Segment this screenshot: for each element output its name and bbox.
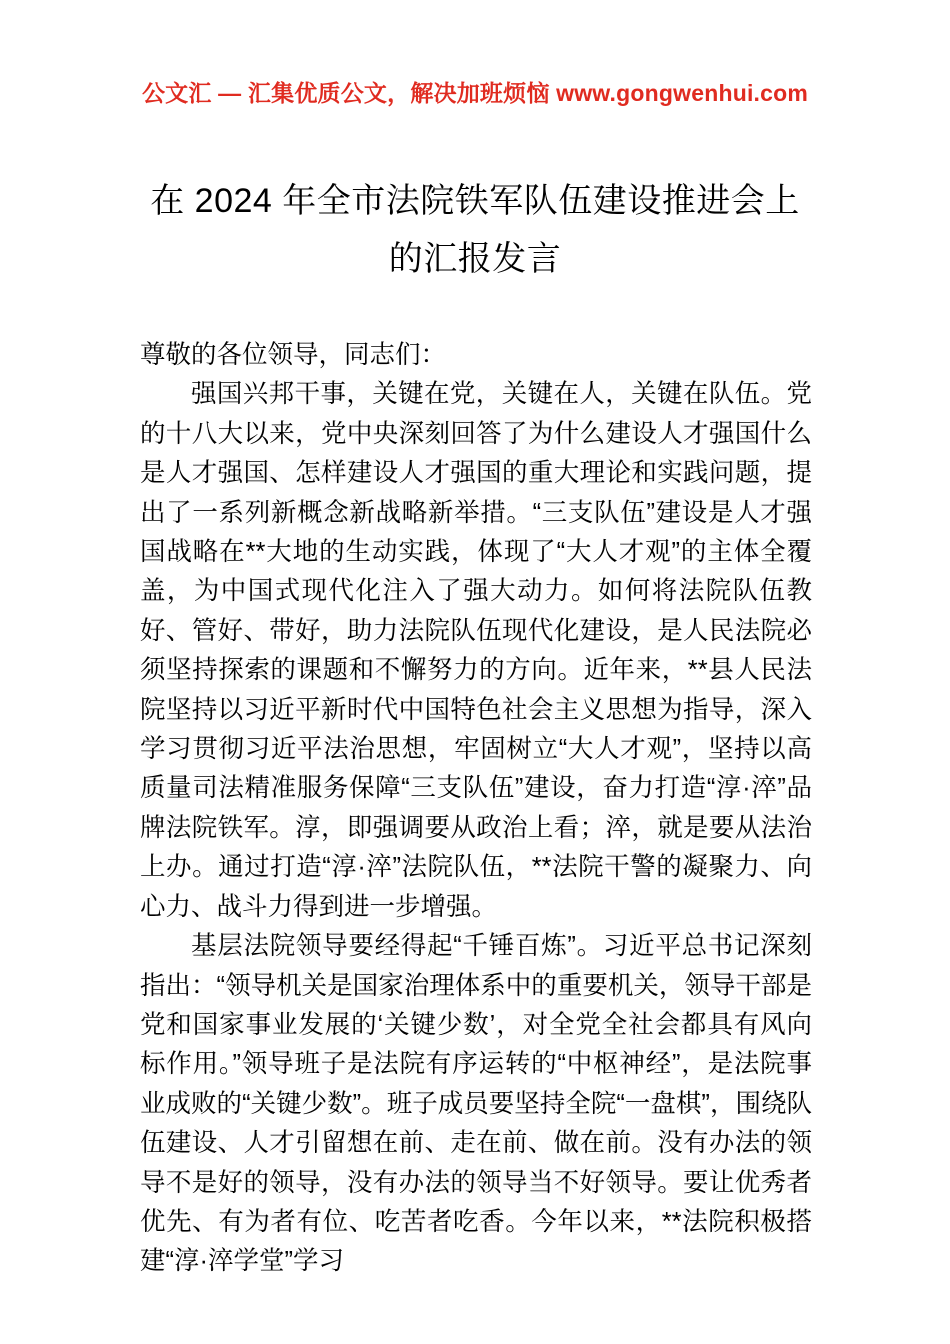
paragraph-2: 基层法院领导要经得起“千锤百炼”。习近平总书记深刻指出：“领导机关是国家治理体系中的重要机关，领导干部是党和国家事业发展的‘关键少数’，对全党全社会都具有风向标作用。”领导班子是法院有序运转的“中枢神经”，是法院事业成败的“关键少数”。班子成员要坚持全院“一盘棋”，围绕队伍建设、人才引留想在前、走在前、做在前。没有办法的领导不是好的领导，没有办法的领导当不好领导。要让优秀者优先、有为者有位、吃苦者吃香。今年以来，**法院积极搭建“淳·淬学堂”学习 xyxy=(140,932,812,1276)
page-title-line-2: 的汇报发言 xyxy=(388,240,562,278)
paragraph-1: 强国兴邦干事，关键在党，关键在人，关键在队伍。党的十八大以来，党中央深刻回答了为什么建设人才强国什么是人才强国、怎样建设人才强国的重大理论和实践问题，提出了一系列新概念新战略新举措。“三支队伍”建设是人才强国战略在**大地的生动实践，体现了“大人才观”的主体全覆盖，为中国式现代化注入了强大动力。如何将法院队伍教好、管好、带好，助力法院队伍现代化建设，是人民法院必须坚持探索的课题和不懈努力的方向。近年来，**县人民法院坚持以习近平新时代中国特色社会主义思想为指导，深入学习贯彻习近平法治思想，牢固树立“大人才观”，坚持以高质量司法精准服务保障“三支队伍”建设，奋力打造“淳·淬”品牌法院铁军。淳，即强调要从政治上看；淬，就是要从法治上办。通过打造“淳·淬”法院队伍，**法院干警的凝聚力、向心力、战斗力得到进一步增强。 xyxy=(140,380,812,921)
page-title xyxy=(125,172,825,288)
document-body xyxy=(140,336,812,1282)
watermark-text: 公文汇 — 汇集优质公文，解决加班烦恼 www.gongwenhui.com xyxy=(141,80,809,106)
page-title-line-1: 在 2024 年全市法院铁军队伍建设推进会上 xyxy=(150,182,800,220)
site-watermark-banner xyxy=(0,78,950,108)
paragraph-salutation: 尊敬的各位领导，同志们： xyxy=(140,341,447,369)
